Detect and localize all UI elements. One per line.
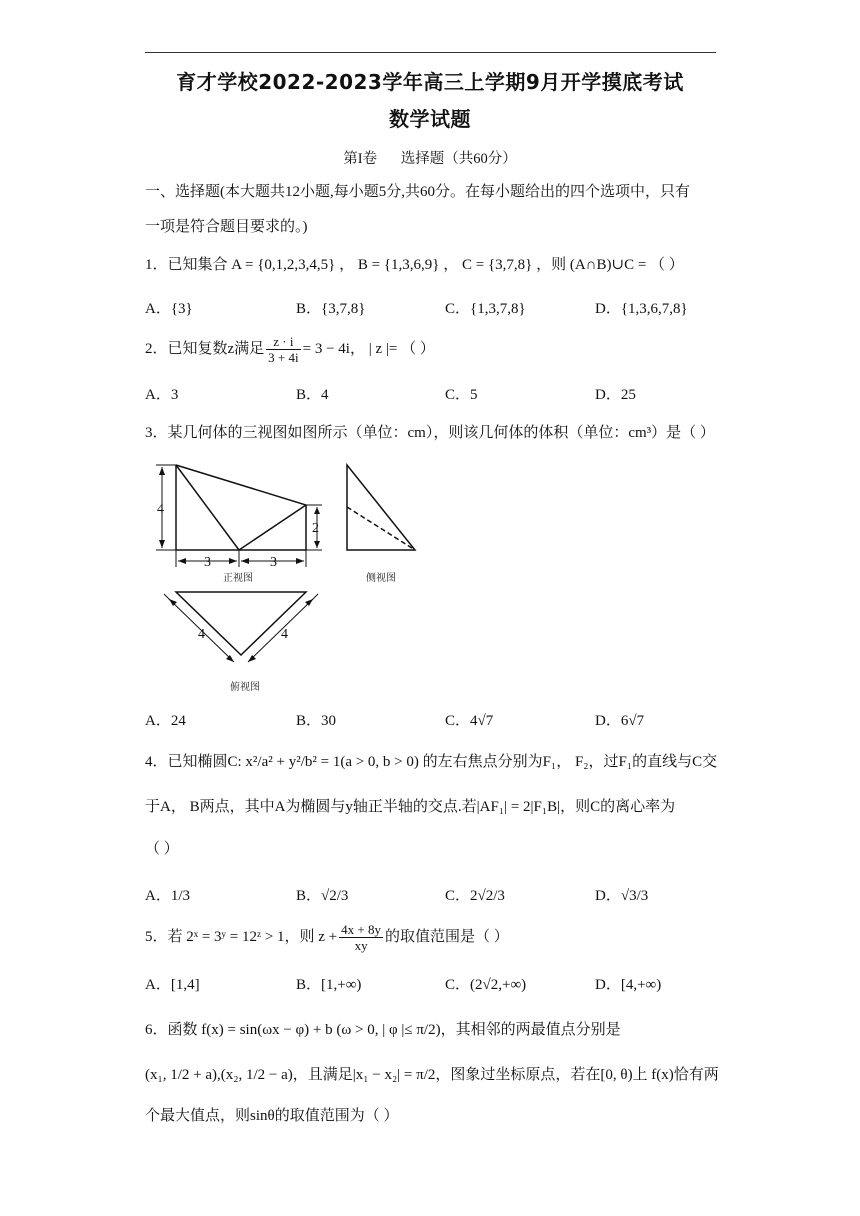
question-4-line-2: 于A， B两点，其中A为椭圆与y轴正半轴的交点.若|AF₁| = 2|F₁B|，则C的离心率为 [145,799,676,815]
dim-label-3-right: 3 [270,555,277,570]
dim-label-4-right: 4 [281,627,288,642]
q2-option-b: B．4 [296,387,329,403]
three-view-figure [150,455,440,700]
q2-option-a: A．3 [145,387,179,403]
q4-option-b: B．√2/3 [296,888,349,904]
dim-label-4: 4 [157,502,164,517]
front-view-outline [176,465,306,550]
side-view-hidden-edge [347,507,415,550]
q5-stem-pre: 5．若 2ˣ = 3ʸ = 12ᶻ > 1，则 z + [145,928,338,945]
dim-label-4-left: 4 [198,627,205,642]
section-heading [0,147,860,168]
q3-option-b: B．30 [296,713,337,729]
q4-option-c: C．2√2/3 [445,888,505,904]
front-view-diagonal-left [176,465,239,550]
q2-stem-post: = 3 − 4i， | z |= （ ） [302,340,435,357]
q3-option-d: D．6√7 [595,713,645,729]
question-4-line-1: 4．已知椭圆C: x²/a² + y²/b² = 1(a > 0, b > 0) 的左右焦点分别为F₁， F₂，过F₁的直线与C交 [145,754,718,770]
q1-option-b: B．{3,7,8} [296,301,366,317]
q2-stem-pre: 2．已知复数z满足 [145,340,265,357]
question-1-stem: 1．已知集合 A = {0,1,2,3,4,5} ， B = {1,3,6,9} ， C = {3,7,8} ，则 (A∩B)∪C = （ ） [145,257,684,273]
top-view-outline [176,592,306,655]
q5-option-b: B．[1,+∞) [296,977,362,993]
q3-option-a: A．24 [145,713,186,729]
question-6-line-3: 个最大值点，则sinθ的取值范围为（ ） [145,1108,399,1124]
q5-frac-num: 4x + 8y [341,922,381,937]
question-5-stem [145,922,509,953]
q5-option-d: D．[4,+∞) [595,977,662,993]
q2-frac-den: 3 + 4i [268,350,299,365]
top-view-label: 俯视图 [230,682,260,693]
q5-fraction [339,922,383,953]
q5-option-c: C．(2√2,+∞) [445,977,527,993]
exam-subject: 数学试题 [389,107,471,131]
section-part: 第I卷 [343,151,378,167]
question-4-line-3: （ ） [145,841,179,857]
dim-label-3-left: 3 [204,555,211,570]
instructions-line-1: 一、选择题(本大题共12小题,每小题5分,共60分。在每小题给出的四个选项中，只有 [145,184,690,200]
q1-option-d: D．{1,3,6,7,8} [595,301,688,317]
side-view-outline [347,465,415,550]
top-rule [145,52,716,53]
dim-label-2: 2 [312,521,319,536]
q3-option-c: C．4√7 [445,713,494,729]
q2-frac-num: z · i [266,334,300,350]
question-6-line-1: 6．函数 f(x) = sin(ωx − φ) + b (ω > 0, | φ |≤ π/2)，其相邻的两最值点分别是 [145,1022,621,1038]
front-view-diagonal-right [239,505,306,550]
front-view-label: 正视图 [223,573,253,584]
question-3-stem: 3．某几何体的三视图如图所示（单位：cm），则该几何体的体积（单位：cm³）是（ ） [145,425,715,441]
q2-option-c: C．5 [445,387,478,403]
q2-fraction [266,334,300,365]
side-view-label: 侧视图 [366,573,396,584]
question-2-stem [145,334,435,365]
instructions-line-2: 一项是符合题目要求的。) [145,219,308,235]
q1-option-a: A．{3} [145,301,193,317]
q1-option-c: C．{1,3,7,8} [445,301,526,317]
question-6-line-2: (x₁, 1/2 + a),(x₂, 1/2 − a)，且满足|x₁ − x₂| = π/2，图象过坐标原点，若在[0, θ)上 f(x)恰有两 [145,1067,719,1083]
q5-option-a: A．[1,4] [145,977,200,993]
q4-option-a: A．1/3 [145,888,191,904]
q5-stem-post: 的取值范围是（ ） [385,928,509,945]
q2-option-d: D．25 [595,387,636,403]
q5-frac-den: xy [354,938,368,953]
section-name: 选择题（共60分） [400,151,517,167]
q4-option-d: D．√3/3 [595,888,649,904]
exam-title: 育才学校2022-2023学年高三上学期9月开学摸底考试 [176,70,684,94]
